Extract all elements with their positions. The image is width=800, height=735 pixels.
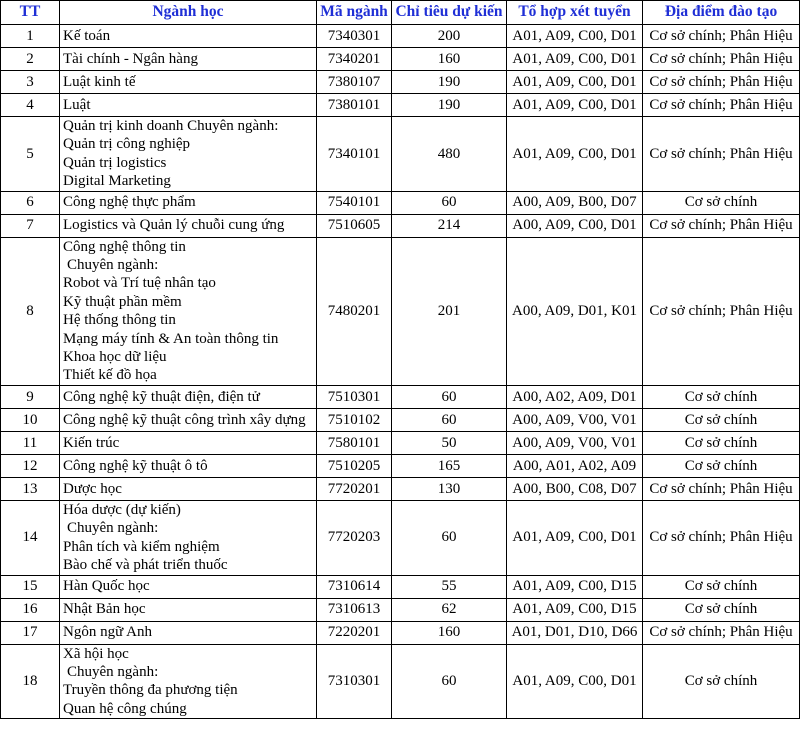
cell-to-hop: A01, A09, C00, D01: [507, 48, 643, 71]
cell-tt: 16: [1, 598, 60, 621]
nganh-line: Quản trị công nghiệp: [63, 136, 191, 153]
cell-nganh: Công nghệ kỹ thuật công trình xây dựng: [60, 408, 317, 431]
table-row: [1, 621, 800, 644]
cell-chi-tieu: 60: [392, 500, 507, 575]
cell-tt: 15: [1, 575, 60, 598]
cell-nganh: Ngôn ngữ Anh: [60, 621, 317, 644]
cell-ma: 7380101: [317, 94, 392, 117]
cell-to-hop: A00, A09, C00, D01: [507, 214, 643, 237]
cell-chi-tieu: 201: [392, 237, 507, 385]
header-tt: TT: [1, 1, 60, 25]
table-row: [1, 385, 800, 408]
cell-ma: 7310301: [317, 644, 392, 719]
nganh-line: Kỹ thuật phần mềm: [63, 293, 182, 310]
cell-to-hop: A01, A09, C00, D01: [507, 71, 643, 94]
cell-dia-diem: Cơ sở chính; Phân Hiệu: [643, 477, 800, 500]
cell-ma: 7480201: [317, 237, 392, 385]
cell-to-hop: A01, A09, C00, D01: [507, 500, 643, 575]
cell-chi-tieu: 160: [392, 621, 507, 644]
cell-chi-tieu: 190: [392, 94, 507, 117]
cell-ma: 7340301: [317, 25, 392, 48]
cell-dia-diem: Cơ sở chính: [643, 408, 800, 431]
nganh-line: Truyền thông đa phương tiện: [63, 682, 238, 699]
header-chi-tieu: Chỉ tiêu dự kiến: [392, 1, 507, 25]
table-row: [1, 477, 800, 500]
table-row: [1, 644, 800, 719]
cell-chi-tieu: 60: [392, 644, 507, 719]
nganh-line: Quản trị kinh doanh Chuyên ngành:: [63, 118, 279, 134]
table-row: [1, 191, 800, 214]
cell-ma: 7310613: [317, 598, 392, 621]
cell-chi-tieu: 60: [392, 191, 507, 214]
cell-ma: 7540101: [317, 191, 392, 214]
cell-tt: 18: [1, 644, 60, 719]
cell-dia-diem: Cơ sở chính; Phân Hiệu: [643, 117, 800, 192]
cell-chi-tieu: 60: [392, 385, 507, 408]
table-row: [1, 214, 800, 237]
cell-ma: 7580101: [317, 431, 392, 454]
cell-tt: 3: [1, 71, 60, 94]
cell-nganh: Dược học: [60, 477, 317, 500]
nganh-line: Mạng máy tính & An toàn thông tin: [63, 330, 279, 347]
cell-ma: 7720201: [317, 477, 392, 500]
cell-dia-diem: Cơ sở chính: [643, 431, 800, 454]
cell-chi-tieu: 480: [392, 117, 507, 192]
header-to-hop: Tổ hợp xét tuyển: [507, 1, 643, 25]
cell-dia-diem: Cơ sở chính: [643, 598, 800, 621]
header-dia-diem: Địa điểm đào tạo: [643, 1, 800, 25]
cell-to-hop: A00, A09, V00, V01: [507, 431, 643, 454]
cell-nganh: [60, 644, 317, 719]
cell-chi-tieu: 200: [392, 25, 507, 48]
cell-to-hop: A00, A02, A09, D01: [507, 385, 643, 408]
nganh-line: Chuyên ngành:: [67, 520, 159, 537]
nganh-line: Thiết kế đồ họa: [63, 367, 157, 384]
nganh-line: Xã hội học: [63, 645, 129, 662]
nganh-line: Phân tích và kiểm nghiệm: [63, 538, 220, 555]
cell-chi-tieu: 190: [392, 71, 507, 94]
cell-nganh: [60, 500, 317, 575]
cell-ma: 7310614: [317, 575, 392, 598]
table-row: [1, 431, 800, 454]
cell-chi-tieu: 60: [392, 408, 507, 431]
cell-tt: 17: [1, 621, 60, 644]
table-row: [1, 237, 800, 385]
cell-chi-tieu: 165: [392, 454, 507, 477]
nganh-line: Khoa học dữ liệu: [63, 349, 167, 366]
cell-nganh: Công nghệ thực phẩm: [60, 191, 317, 214]
cell-dia-diem: Cơ sở chính; Phân Hiệu: [643, 621, 800, 644]
cell-dia-diem: Cơ sở chính; Phân Hiệu: [643, 214, 800, 237]
cell-tt: 13: [1, 477, 60, 500]
cell-ma: 7220201: [317, 621, 392, 644]
cell-to-hop: A01, A09, C00, D01: [507, 117, 643, 192]
cell-ma: 7340101: [317, 117, 392, 192]
cell-dia-diem: Cơ sở chính; Phân Hiệu: [643, 237, 800, 385]
cell-tt: 9: [1, 385, 60, 408]
cell-tt: 2: [1, 48, 60, 71]
nganh-line: Công nghệ thông tin: [63, 238, 186, 255]
cell-tt: 4: [1, 94, 60, 117]
cell-nganh: Kế toán: [60, 25, 317, 48]
cell-dia-diem: Cơ sở chính: [643, 191, 800, 214]
cell-dia-diem: Cơ sở chính; Phân Hiệu: [643, 25, 800, 48]
cell-nganh: Hàn Quốc học: [60, 575, 317, 598]
table-row: [1, 500, 800, 575]
cell-tt: 6: [1, 191, 60, 214]
table-row: [1, 71, 800, 94]
cell-dia-diem: Cơ sở chính: [643, 454, 800, 477]
cell-dia-diem: Cơ sở chính; Phân Hiệu: [643, 94, 800, 117]
table-row: [1, 408, 800, 431]
cell-nganh: Luật: [60, 94, 317, 117]
cell-to-hop: A00, A09, B00, D07: [507, 191, 643, 214]
cell-dia-diem: Cơ sở chính; Phân Hiệu: [643, 48, 800, 71]
nganh-line: Chuyên ngành:: [67, 257, 159, 274]
cell-tt: 8: [1, 237, 60, 385]
cell-to-hop: A01, D01, D10, D66: [507, 621, 643, 644]
nganh-line: Chuyên ngành:: [67, 663, 159, 680]
cell-dia-diem: Cơ sở chính: [643, 644, 800, 719]
nganh-line: Hóa dược (dự kiến): [63, 501, 181, 518]
table-row: [1, 25, 800, 48]
cell-nganh: [60, 237, 317, 385]
cell-chi-tieu: 62: [392, 598, 507, 621]
cell-ma: 7510102: [317, 408, 392, 431]
nganh-line: Hệ thống thông tin: [63, 312, 176, 329]
table-row: [1, 454, 800, 477]
cell-to-hop: A00, A01, A02, A09: [507, 454, 643, 477]
cell-nganh: Luật kinh tế: [60, 71, 317, 94]
nganh-line: Quan hệ công chúng: [63, 700, 187, 717]
header-ma-nganh: Mã ngành: [317, 1, 392, 25]
table-row: [1, 598, 800, 621]
cell-nganh: [60, 117, 317, 192]
cell-ma: 7510205: [317, 454, 392, 477]
cell-chi-tieu: 50: [392, 431, 507, 454]
table-row: [1, 575, 800, 598]
cell-ma: 7510605: [317, 214, 392, 237]
cell-ma: 7720203: [317, 500, 392, 575]
cell-to-hop: A01, A09, C00, D01: [507, 644, 643, 719]
cell-to-hop: A00, A09, V00, V01: [507, 408, 643, 431]
cell-tt: 7: [1, 214, 60, 237]
cell-to-hop: A01, A09, C00, D01: [507, 94, 643, 117]
cell-to-hop: A00, B00, C08, D07: [507, 477, 643, 500]
cell-ma: 7340201: [317, 48, 392, 71]
cell-nganh: Nhật Bản học: [60, 598, 317, 621]
cell-dia-diem: Cơ sở chính; Phân Hiệu: [643, 500, 800, 575]
cell-to-hop: A00, A09, D01, K01: [507, 237, 643, 385]
cell-nganh: Tài chính - Ngân hàng: [60, 48, 317, 71]
cell-dia-diem: Cơ sở chính: [643, 575, 800, 598]
cell-chi-tieu: 160: [392, 48, 507, 71]
nganh-line: Robot và Trí tuệ nhân tạo: [63, 275, 216, 292]
cell-tt: 11: [1, 431, 60, 454]
cell-tt: 1: [1, 25, 60, 48]
cell-chi-tieu: 55: [392, 575, 507, 598]
table-row: [1, 94, 800, 117]
nganh-line: Bào chế và phát triển thuốc: [63, 557, 228, 574]
cell-to-hop: A01, A09, C00, D15: [507, 598, 643, 621]
cell-to-hop: A01, A09, C00, D01: [507, 25, 643, 48]
cell-tt: 5: [1, 117, 60, 192]
cell-tt: 10: [1, 408, 60, 431]
cell-nganh: Logistics và Quản lý chuỗi cung ứng: [60, 214, 317, 237]
cell-nganh: Công nghệ kỹ thuật ô tô: [60, 454, 317, 477]
cell-nganh: Kiến trúc: [60, 431, 317, 454]
nganh-line: Digital Marketing: [63, 173, 171, 190]
table-row: [1, 48, 800, 71]
cell-tt: 14: [1, 500, 60, 575]
cell-dia-diem: Cơ sở chính; Phân Hiệu: [643, 71, 800, 94]
nganh-line: Quản trị logistics: [63, 154, 167, 171]
cell-tt: 12: [1, 454, 60, 477]
cell-nganh: Công nghệ kỹ thuật điện, điện tử: [60, 385, 317, 408]
table-row: [1, 117, 800, 192]
header-nganh-hoc: Ngành học: [60, 1, 317, 25]
cell-ma: 7510301: [317, 385, 392, 408]
cell-chi-tieu: 214: [392, 214, 507, 237]
cell-chi-tieu: 130: [392, 477, 507, 500]
cell-ma: 7380107: [317, 71, 392, 94]
header-row: [1, 1, 800, 25]
cell-to-hop: A01, A09, C00, D15: [507, 575, 643, 598]
cell-dia-diem: Cơ sở chính: [643, 385, 800, 408]
